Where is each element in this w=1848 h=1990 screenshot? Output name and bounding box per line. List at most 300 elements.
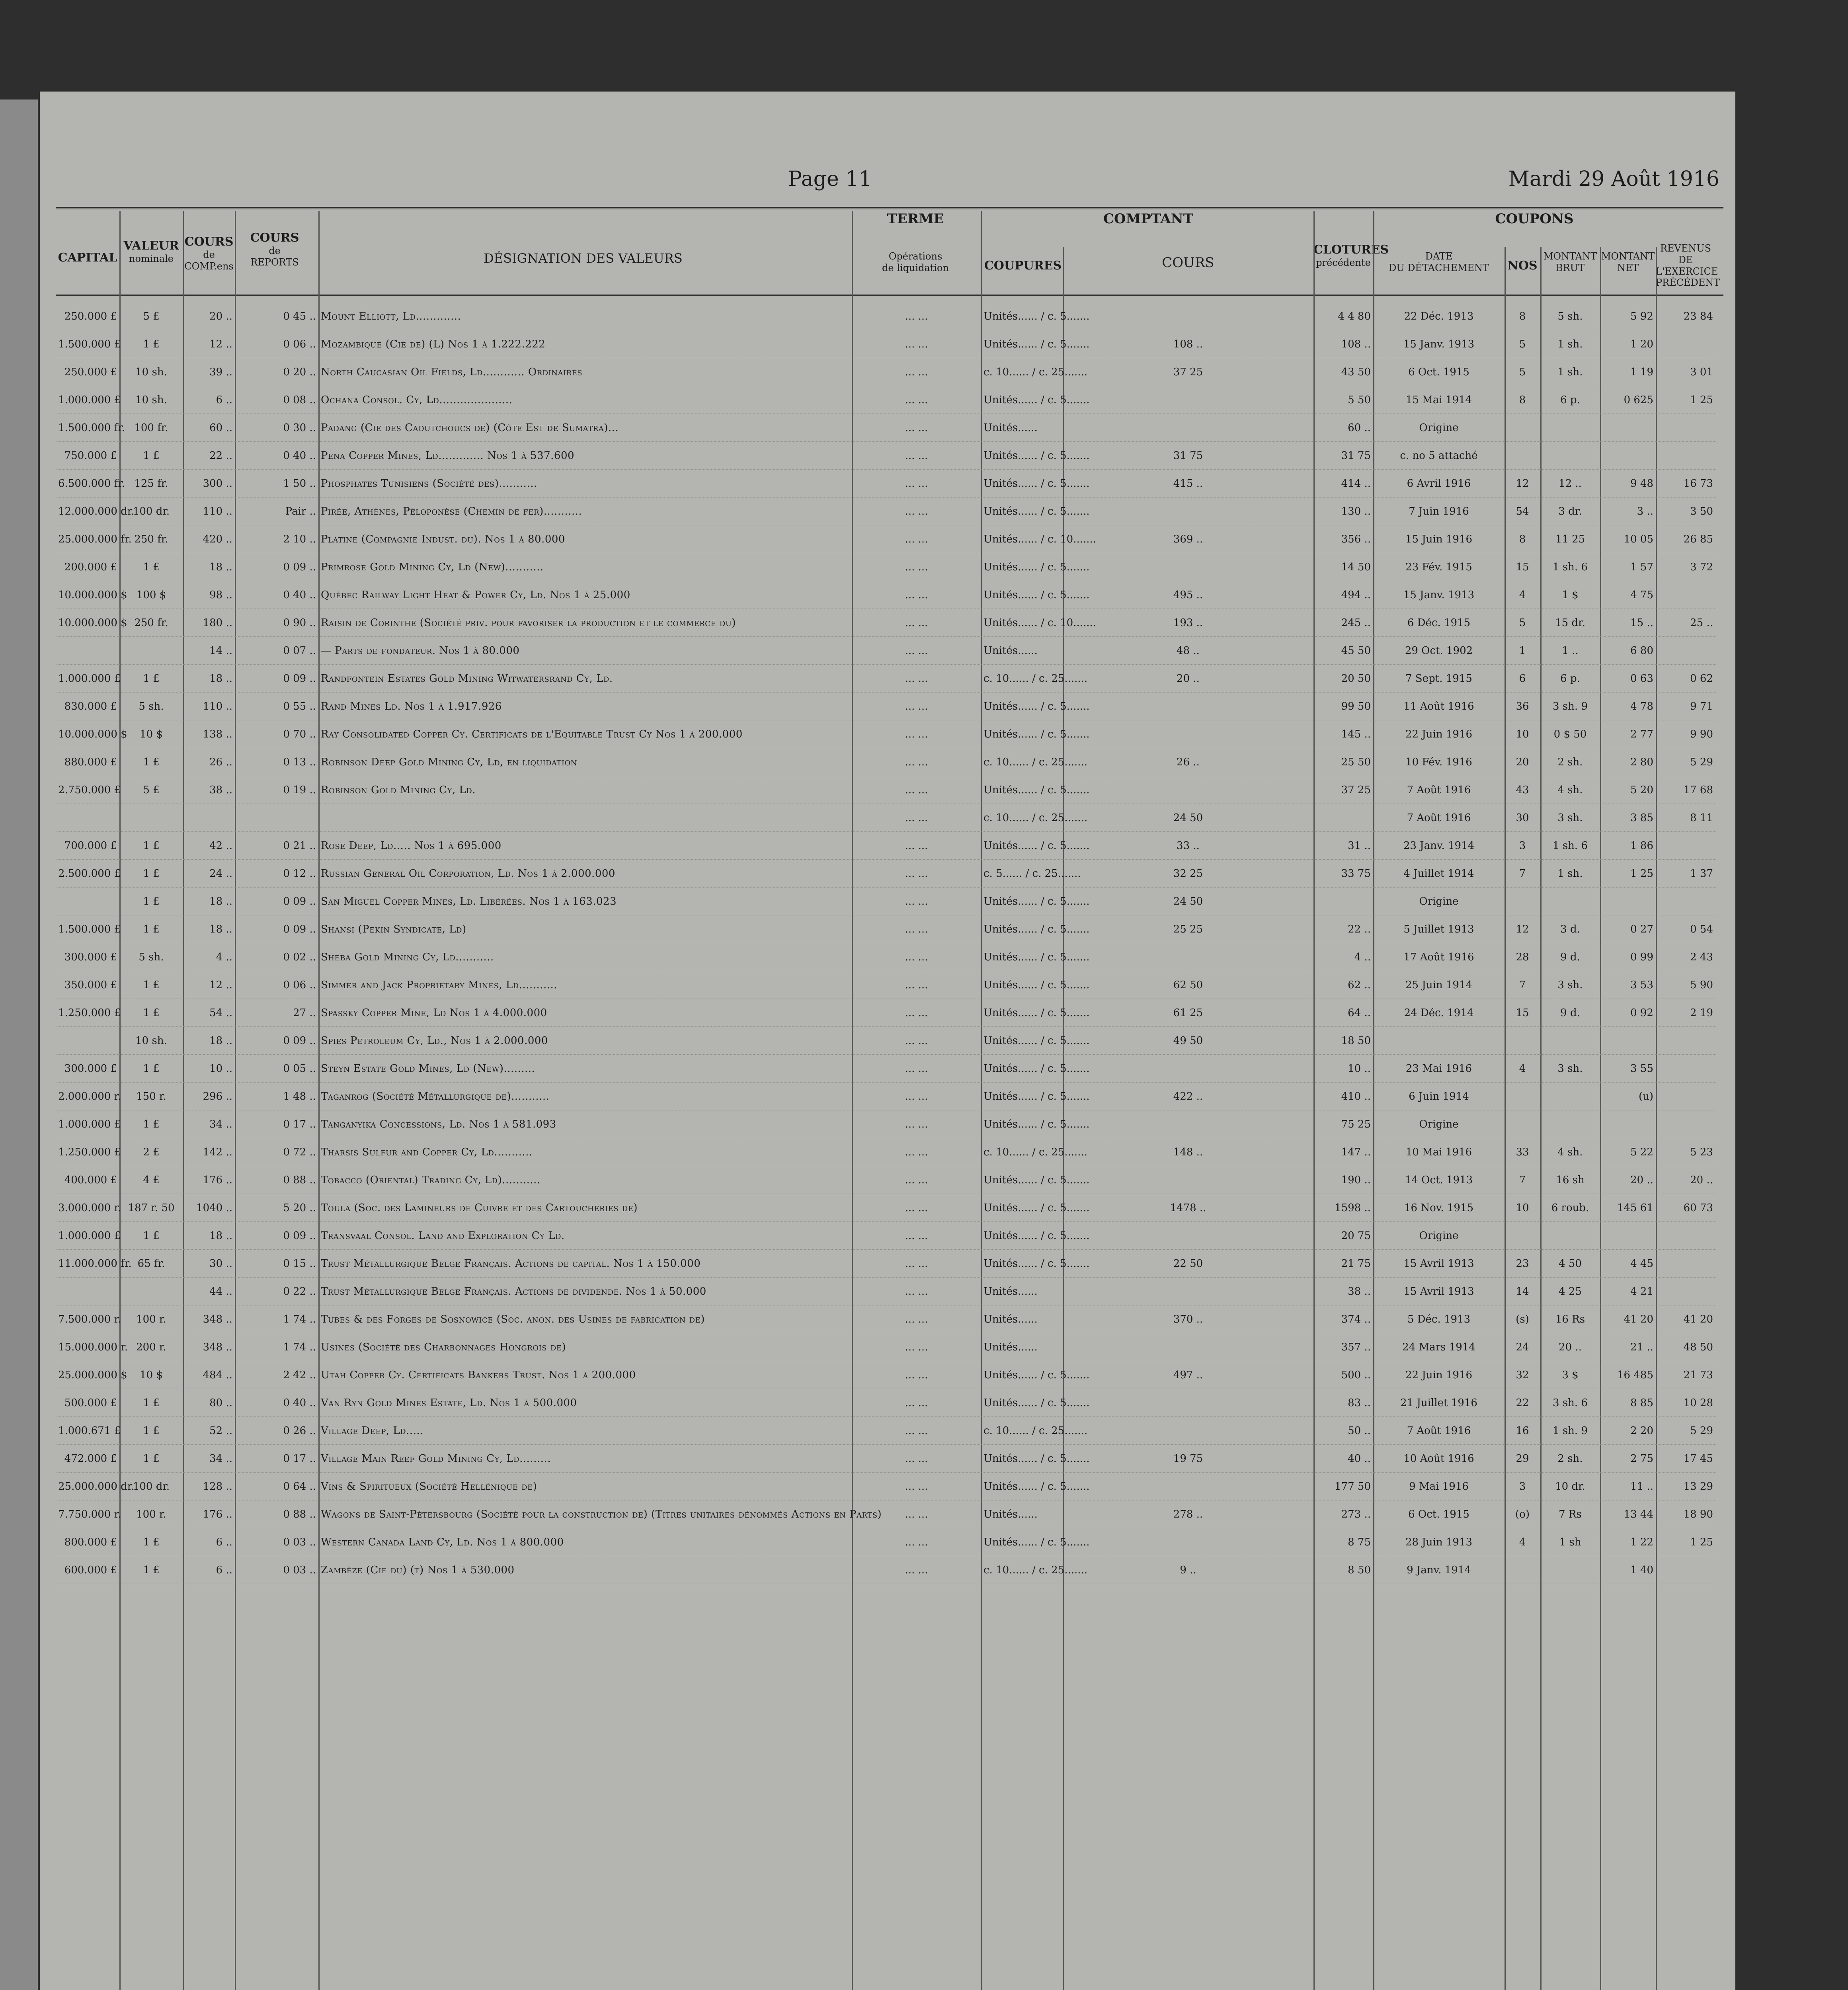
cell-clot: 245 .. <box>1313 609 1373 637</box>
cell-exo: 5 29 <box>1656 748 1715 776</box>
cell-brut: 9 d. <box>1540 943 1600 971</box>
cell-rep: 2 42 .. <box>235 1361 318 1389</box>
cell-brut: 12 .. <box>1540 470 1600 498</box>
cell-cours <box>1063 1389 1313 1417</box>
cell-date: 22 Juin 1916 <box>1373 720 1505 748</box>
table-row <box>56 1528 1715 1556</box>
cell-no: 28 <box>1505 943 1540 971</box>
cell-brut: 3 $ <box>1540 1361 1600 1389</box>
cell-clot: 40 .. <box>1313 1445 1373 1473</box>
cell-rep: 0 19 .. <box>235 776 318 804</box>
cell-rep: 0 22 .. <box>235 1278 318 1305</box>
cell-ops: ... ... <box>852 915 981 943</box>
cell-no: 12 <box>1505 470 1540 498</box>
cell-des: San Miguel Copper Mines, Ld. Libérées. Nos 1 à 163.023 <box>318 888 852 915</box>
cell-brut <box>1540 1083 1600 1110</box>
cell-des: Trust Métallurgique Belge Français. Actions de dividende. Nos 1 à 50.000 <box>318 1278 852 1305</box>
cell-clot: 45 50 <box>1313 637 1373 665</box>
cell-coup: Unités...... / c. 5....... <box>981 971 1063 999</box>
cell-ops: ... ... <box>852 804 981 832</box>
cell-coup: Unités...... / c. 5....... <box>981 1528 1063 1556</box>
cell-capital: 7.750.000 r. <box>56 1500 119 1528</box>
cell-capital <box>56 888 119 915</box>
cell-net: 2 75 <box>1600 1445 1656 1473</box>
cell-ops: ... ... <box>852 776 981 804</box>
cell-exo <box>1656 1110 1715 1138</box>
cell-cours: 62 50 <box>1063 971 1313 999</box>
cell-no: 16 <box>1505 1417 1540 1445</box>
cell-rep: 0 03 .. <box>235 1528 318 1556</box>
cell-date: 24 Mars 1914 <box>1373 1333 1505 1361</box>
cell-capital: 400.000 £ <box>56 1166 119 1194</box>
cell-nominal: 1 £ <box>119 1055 183 1083</box>
col-coupures: COUPURES <box>984 259 1062 273</box>
table-row <box>56 720 1715 748</box>
cell-rep: 0 15 .. <box>235 1250 318 1278</box>
cell-no: 14 <box>1505 1278 1540 1305</box>
col-montant-net <box>1600 251 1656 274</box>
cell-brut: 2 sh. <box>1540 748 1600 776</box>
cell-rep: 0 26 .. <box>235 1417 318 1445</box>
cell-date: 9 Janv. 1914 <box>1373 1556 1505 1584</box>
table-row <box>56 1445 1715 1473</box>
cell-exo <box>1656 1055 1715 1083</box>
cell-ops: ... ... <box>852 943 981 971</box>
cell-comp: 18 .. <box>183 888 235 915</box>
cell-brut: 3 d. <box>1540 915 1600 943</box>
cell-des: Robinson Gold Mining Cy, Ld. <box>318 776 852 804</box>
cell-exo <box>1656 1556 1715 1584</box>
cell-rep: 0 70 .. <box>235 720 318 748</box>
cell-capital: 12.000.000 dr. <box>56 498 119 525</box>
cell-rep: 0 88 .. <box>235 1500 318 1528</box>
cell-des: Padang (Cie des Caoutchoucs de) (Côte Est de Sumatra)... <box>318 414 852 442</box>
cell-net <box>1600 414 1656 442</box>
cell-brut: 1 .. <box>1540 637 1600 665</box>
cell-no: 5 <box>1505 358 1540 386</box>
cell-net: 0 27 <box>1600 915 1656 943</box>
cell-net: 3 85 <box>1600 804 1656 832</box>
cell-rep <box>235 804 318 832</box>
cell-cours <box>1063 1278 1313 1305</box>
cell-cours <box>1063 1417 1313 1445</box>
cell-ops: ... ... <box>852 1528 981 1556</box>
cell-rep: 0 06 .. <box>235 971 318 999</box>
cell-coup: Unités...... / c. 5....... <box>981 553 1063 581</box>
cell-cours: 31 75 <box>1063 442 1313 470</box>
cell-brut <box>1540 888 1600 915</box>
cell-brut: 4 sh. <box>1540 776 1600 804</box>
cell-no: 33 <box>1505 1138 1540 1166</box>
cell-capital: 200.000 £ <box>56 553 119 581</box>
cell-net: 4 21 <box>1600 1278 1656 1305</box>
col-date-2: DU DÉTACHEMENT <box>1389 262 1489 273</box>
cell-comp: 176 .. <box>183 1166 235 1194</box>
cell-des: — Parts de fondateur. Nos 1 à 80.000 <box>318 637 852 665</box>
cell-exo: 17 68 <box>1656 776 1715 804</box>
cell-des: Usines (Société des Charbonnages Hongrois de) <box>318 1333 852 1361</box>
cell-net: 6 80 <box>1600 637 1656 665</box>
cell-cours <box>1063 943 1313 971</box>
cell-cours: 25 25 <box>1063 915 1313 943</box>
cell-cours: 369 .. <box>1063 525 1313 553</box>
cell-clot: 43 50 <box>1313 358 1373 386</box>
cell-cours <box>1063 414 1313 442</box>
cell-no: (o) <box>1505 1500 1540 1528</box>
cell-coup: Unités...... / c. 5....... <box>981 1083 1063 1110</box>
cell-net: 1 86 <box>1600 832 1656 860</box>
cell-exo: 48 50 <box>1656 1333 1715 1361</box>
cell-ops: ... ... <box>852 414 981 442</box>
cell-date: Origine <box>1373 1222 1505 1250</box>
cell-brut: 2 sh. <box>1540 1445 1600 1473</box>
header-rule <box>56 295 1723 296</box>
cell-capital: 1.000.000 £ <box>56 386 119 414</box>
cell-nominal: 100 fr. <box>119 414 183 442</box>
cell-rep: 0 09 .. <box>235 888 318 915</box>
cell-coup: c. 10...... / c. 25....... <box>981 358 1063 386</box>
cell-net: 3 53 <box>1600 971 1656 999</box>
cell-date: 16 Nov. 1915 <box>1373 1194 1505 1222</box>
cell-clot: 75 25 <box>1313 1110 1373 1138</box>
cell-clot: 38 .. <box>1313 1278 1373 1305</box>
cell-comp: 26 .. <box>183 748 235 776</box>
cell-clot: 374 .. <box>1313 1305 1373 1333</box>
cell-cours: 61 25 <box>1063 999 1313 1027</box>
cell-des: Transvaal Consol. Land and Exploration Cy Ld. <box>318 1222 852 1250</box>
cell-ops: ... ... <box>852 1445 981 1473</box>
cell-nominal: 5 sh. <box>119 693 183 720</box>
cell-clot: 130 .. <box>1313 498 1373 525</box>
col-exo-3: PRÉCÉDENT <box>1656 277 1720 289</box>
cell-comp: 14 .. <box>183 637 235 665</box>
cell-brut: 15 dr. <box>1540 609 1600 637</box>
cell-coup: Unités...... / c. 5....... <box>981 1473 1063 1500</box>
cell-cours <box>1063 1528 1313 1556</box>
cell-cours: 48 .. <box>1063 637 1313 665</box>
cell-comp: 34 .. <box>183 1110 235 1138</box>
cell-comp: 30 .. <box>183 1250 235 1278</box>
cell-clot: 410 .. <box>1313 1083 1373 1110</box>
table-row <box>56 1556 1715 1584</box>
table-row <box>56 748 1715 776</box>
cell-coup: Unités...... <box>981 1333 1063 1361</box>
cell-cours: 193 .. <box>1063 609 1313 637</box>
cell-nominal: 1 £ <box>119 832 183 860</box>
cell-des: Rose Deep, Ld..... Nos 1 à 695.000 <box>318 832 852 860</box>
cell-cours: 22 50 <box>1063 1250 1313 1278</box>
cell-cours <box>1063 693 1313 720</box>
cell-cours <box>1063 1473 1313 1500</box>
col-date-detachement <box>1373 251 1505 274</box>
cell-comp: 138 .. <box>183 720 235 748</box>
cell-coup: Unités...... / c. 5....... <box>981 1194 1063 1222</box>
cell-des: Tubes & des Forges de Sosnowice (Soc. anon. des Usines de fabrication de) <box>318 1305 852 1333</box>
cell-brut: 1 sh. <box>1540 860 1600 888</box>
top-rule <box>56 207 1723 209</box>
col-numero: NOS <box>1507 259 1538 273</box>
cell-comp: 420 .. <box>183 525 235 553</box>
cell-rep: 0 40 .. <box>235 581 318 609</box>
cell-brut: 9 d. <box>1540 999 1600 1027</box>
cell-cours: 24 50 <box>1063 888 1313 915</box>
cell-brut: 3 sh. <box>1540 971 1600 999</box>
cell-rep: 0 09 .. <box>235 1222 318 1250</box>
cell-brut: 1 $ <box>1540 581 1600 609</box>
col-cours-rep-1: COURS <box>250 231 299 245</box>
cell-cours <box>1063 302 1313 330</box>
cell-comp: 60 .. <box>183 414 235 442</box>
cell-no: 32 <box>1505 1361 1540 1389</box>
cell-no: 7 <box>1505 971 1540 999</box>
cell-rep: 0 02 .. <box>235 943 318 971</box>
cell-des: Vins & Spiritueux (Société Hellénique de) <box>318 1473 852 1500</box>
cell-coup: Unités...... <box>981 1500 1063 1528</box>
col-net-2: NET <box>1617 262 1639 273</box>
cell-coup: Unités...... / c. 5....... <box>981 498 1063 525</box>
cell-exo <box>1656 637 1715 665</box>
cell-exo: 5 23 <box>1656 1138 1715 1166</box>
cell-brut: 4 25 <box>1540 1278 1600 1305</box>
cell-capital: 25.000.000 dr. <box>56 1473 119 1500</box>
cell-no: 5 <box>1505 330 1540 358</box>
cell-comp: 6 .. <box>183 386 235 414</box>
cell-des: Tharsis Sulfur and Copper Cy, Ld........... <box>318 1138 852 1166</box>
cell-net: 4 75 <box>1600 581 1656 609</box>
cell-des: Sheba Gold Mining Cy, Ld........... <box>318 943 852 971</box>
cell-brut <box>1540 414 1600 442</box>
cell-cours: 37 25 <box>1063 358 1313 386</box>
section-terme: TERME <box>887 211 944 227</box>
cell-des: Primrose Gold Mining Cy, Ld (New)........... <box>318 553 852 581</box>
cell-no <box>1505 1222 1540 1250</box>
cell-net: 21 .. <box>1600 1333 1656 1361</box>
cell-date: 7 Août 1916 <box>1373 776 1505 804</box>
cell-nominal: 1 £ <box>119 1222 183 1250</box>
cell-rep: Pair .. <box>235 498 318 525</box>
table-row <box>56 302 1715 330</box>
cell-clot: 62 .. <box>1313 971 1373 999</box>
cell-brut: 6 p. <box>1540 386 1600 414</box>
cell-des <box>318 804 852 832</box>
cell-brut <box>1540 1222 1600 1250</box>
cell-net <box>1600 442 1656 470</box>
cell-date: Origine <box>1373 1110 1505 1138</box>
cell-rep: 0 88 .. <box>235 1166 318 1194</box>
cell-brut: 16 sh <box>1540 1166 1600 1194</box>
cell-brut: 4 50 <box>1540 1250 1600 1278</box>
col-clotures-1: CLOTURES <box>1313 243 1389 257</box>
cell-coup: Unités...... / c. 5....... <box>981 1110 1063 1138</box>
cell-cours <box>1063 553 1313 581</box>
table-row <box>56 1110 1715 1138</box>
cell-exo: 16 73 <box>1656 470 1715 498</box>
table-row <box>56 915 1715 943</box>
cell-nominal: 1 £ <box>119 888 183 915</box>
col-operations-2: de liquidation <box>882 262 949 273</box>
cell-net: 1 25 <box>1600 860 1656 888</box>
cell-net: 2 80 <box>1600 748 1656 776</box>
cell-exo: 1 25 <box>1656 1528 1715 1556</box>
cell-comp: 142 .. <box>183 1138 235 1166</box>
cell-date: 23 Janv. 1914 <box>1373 832 1505 860</box>
cell-rep: 0 09 .. <box>235 1027 318 1055</box>
cell-exo: 2 19 <box>1656 999 1715 1027</box>
cell-ops: ... ... <box>852 1500 981 1528</box>
page-header <box>40 155 1735 203</box>
cell-capital: 750.000 £ <box>56 442 119 470</box>
cell-coup: Unités...... / c. 5....... <box>981 1166 1063 1194</box>
cell-rep: 0 08 .. <box>235 386 318 414</box>
cell-cours: 19 75 <box>1063 1445 1313 1473</box>
cell-capital <box>56 637 119 665</box>
cell-date: 10 Août 1916 <box>1373 1445 1505 1473</box>
cell-ops: ... ... <box>852 665 981 693</box>
cell-cours: 495 .. <box>1063 581 1313 609</box>
cell-coup: Unités...... / c. 5....... <box>981 1055 1063 1083</box>
cell-clot: 4 .. <box>1313 943 1373 971</box>
cell-no: 24 <box>1505 1333 1540 1361</box>
quotes-table <box>56 302 1715 1584</box>
quotes-body <box>56 302 1715 1584</box>
cell-date: 6 Juin 1914 <box>1373 1083 1505 1110</box>
cell-no: (s) <box>1505 1305 1540 1333</box>
cell-net: 8 85 <box>1600 1389 1656 1417</box>
cell-comp: 348 .. <box>183 1305 235 1333</box>
cell-comp: 38 .. <box>183 776 235 804</box>
cell-exo: 21 73 <box>1656 1361 1715 1389</box>
cell-capital: 10.000.000 $ <box>56 609 119 637</box>
cell-exo: 0 62 <box>1656 665 1715 693</box>
cell-capital: 1.250.000 £ <box>56 999 119 1027</box>
cell-des: Toula (Soc. des Lamineurs de Cuivre et des Cartoucheries de) <box>318 1194 852 1222</box>
cell-coup: Unités...... / c. 5....... <box>981 999 1063 1027</box>
cell-cours: 422 .. <box>1063 1083 1313 1110</box>
cell-exo: 9 90 <box>1656 720 1715 748</box>
cell-capital: 300.000 £ <box>56 1055 119 1083</box>
table-row <box>56 665 1715 693</box>
cell-brut: 3 sh. <box>1540 1055 1600 1083</box>
cell-comp: 18 .. <box>183 553 235 581</box>
cell-comp: 54 .. <box>183 999 235 1027</box>
cell-ops: ... ... <box>852 1389 981 1417</box>
cell-nominal: 10 sh. <box>119 386 183 414</box>
cell-ops: ... ... <box>852 1222 981 1250</box>
cell-comp: 300 .. <box>183 470 235 498</box>
cell-ops: ... ... <box>852 386 981 414</box>
cell-exo <box>1656 414 1715 442</box>
cell-no: 7 <box>1505 1166 1540 1194</box>
cell-exo: 3 50 <box>1656 498 1715 525</box>
cell-cours: 26 .. <box>1063 748 1313 776</box>
cell-ops: ... ... <box>852 748 981 776</box>
col-cours-comp-2: de <box>203 249 215 260</box>
cell-date: 7 Août 1916 <box>1373 804 1505 832</box>
cell-brut: 3 sh. 9 <box>1540 693 1600 720</box>
cell-capital: 2.500.000 £ <box>56 860 119 888</box>
cell-nominal <box>119 804 183 832</box>
cell-cours: 148 .. <box>1063 1138 1313 1166</box>
cell-net: 0 99 <box>1600 943 1656 971</box>
cell-no: 4 <box>1505 1055 1540 1083</box>
cell-net: 3 .. <box>1600 498 1656 525</box>
newspaper-page <box>40 92 1735 1990</box>
cell-date: 10 Mai 1916 <box>1373 1138 1505 1166</box>
cell-no: 6 <box>1505 665 1540 693</box>
cell-rep: 1 74 .. <box>235 1333 318 1361</box>
cell-exo: 3 01 <box>1656 358 1715 386</box>
cell-coup: Unités...... <box>981 637 1063 665</box>
col-cours-rep-3: REPORTS <box>250 256 299 268</box>
col-date-1: DATE <box>1425 251 1453 262</box>
table-row <box>56 442 1715 470</box>
cell-capital: 250.000 £ <box>56 302 119 330</box>
cell-no: 1 <box>1505 637 1540 665</box>
cell-nominal: 10 sh. <box>119 1027 183 1055</box>
cell-coup: Unités...... / c. 5....... <box>981 330 1063 358</box>
cell-no: 10 <box>1505 720 1540 748</box>
cell-clot: 494 .. <box>1313 581 1373 609</box>
cell-clot: 414 .. <box>1313 470 1373 498</box>
cell-no: 8 <box>1505 302 1540 330</box>
cell-nominal: 1 £ <box>119 1389 183 1417</box>
cell-no: 15 <box>1505 553 1540 581</box>
cell-exo: 0 54 <box>1656 915 1715 943</box>
cell-nominal: 1 £ <box>119 1528 183 1556</box>
cell-cours: 415 .. <box>1063 470 1313 498</box>
cell-capital: 6.500.000 fr. <box>56 470 119 498</box>
cell-coup: Unités...... <box>981 1278 1063 1305</box>
cell-clot: 25 50 <box>1313 748 1373 776</box>
cell-brut: 11 25 <box>1540 525 1600 553</box>
cell-rep: 0 20 .. <box>235 358 318 386</box>
cell-brut <box>1540 1556 1600 1584</box>
cell-exo: 2 43 <box>1656 943 1715 971</box>
cell-ops: ... ... <box>852 1166 981 1194</box>
cell-des: Zambèze (Cie du) (t) Nos 1 à 530.000 <box>318 1556 852 1584</box>
cell-nominal: 250 fr. <box>119 609 183 637</box>
cell-cours <box>1063 386 1313 414</box>
cell-coup: Unités...... / c. 5....... <box>981 1361 1063 1389</box>
cell-rep: 0 90 .. <box>235 609 318 637</box>
cell-date: 9 Mai 1916 <box>1373 1473 1505 1500</box>
cell-nominal: 65 fr. <box>119 1250 183 1278</box>
cell-des: Shansi (Pekin Syndicate, Ld) <box>318 915 852 943</box>
cell-des: Pena Copper Mines, Ld............. Nos 1 à 537.600 <box>318 442 852 470</box>
cell-clot: 31 .. <box>1313 832 1373 860</box>
cell-rep: 0 40 .. <box>235 442 318 470</box>
cell-net: 9 48 <box>1600 470 1656 498</box>
cell-date: 22 Déc. 1913 <box>1373 302 1505 330</box>
cell-net: 1 22 <box>1600 1528 1656 1556</box>
cell-exo: 1 25 <box>1656 386 1715 414</box>
cell-no <box>1505 1027 1540 1055</box>
cell-net: 15 .. <box>1600 609 1656 637</box>
cell-comp <box>183 804 235 832</box>
cell-capital <box>56 1278 119 1305</box>
cell-clot: 31 75 <box>1313 442 1373 470</box>
cell-no: 36 <box>1505 693 1540 720</box>
cell-ops: ... ... <box>852 1278 981 1305</box>
cell-clot <box>1313 888 1373 915</box>
cell-des: Village Main Reef Gold Mining Cy, Ld......... <box>318 1445 852 1473</box>
cell-ops: ... ... <box>852 470 981 498</box>
cell-des: Van Ryn Gold Mines Estate, Ld. Nos 1 à 500.000 <box>318 1389 852 1417</box>
cell-comp: 52 .. <box>183 1417 235 1445</box>
cell-date: 15 Avril 1913 <box>1373 1278 1505 1305</box>
col-capital: CAPITAL <box>58 251 117 265</box>
cell-capital: 11.000.000 fr. <box>56 1250 119 1278</box>
